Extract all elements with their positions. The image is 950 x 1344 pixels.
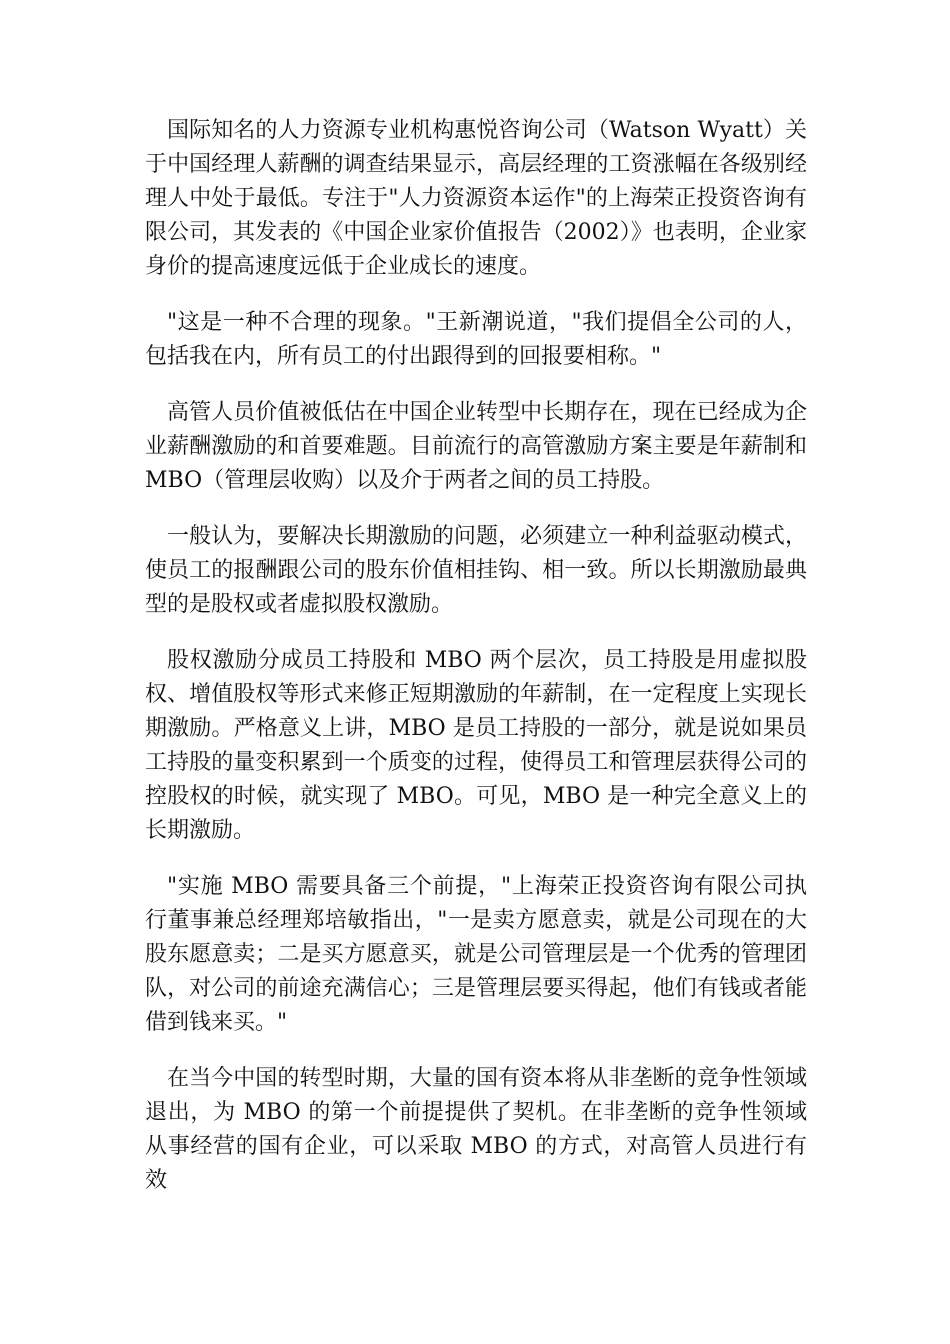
- paragraph-4: 一般认为，要解决长期激励的问题，必须建立一种利益驱动模式，使员工的报酬跟公司的股东价值相挂钩、相一致。所以长期激励最典型的是股权或者虚拟股权激励。: [145, 524, 807, 617]
- paragraph-7: 在当今中国的转型时期，大量的国有资本将从非垄断的竞争性领域退出，为 MBO 的第一个前提提供了契机。在非垄断的竞争性领域从事经营的国有企业，可以采取 MBO 的方式，对高管人员进行有效: [145, 1066, 807, 1193]
- paragraph-6: "实施 MBO 需要具备三个前提，"上海荣正投资咨询有限公司执行董事兼总经理郑培敏指出，"一是卖方愿意卖，就是公司现在的大股东愿意卖；二是买方愿意买，就是公司管理层是一个优秀的管理团队，对公司的前途充满信心；三是管理层要买得起，他们有钱或者能借到钱来买。": [145, 874, 807, 1035]
- paragraph-3: 高管人员价值被低估在中国企业转型中长期存在，现在已经成为企业薪酬激励的和首要难题。目前流行的高管激励方案主要是年薪制和 MBO（管理层收购）以及介于两者之间的员工持股。: [145, 400, 807, 493]
- paragraph-5: 股权激励分成员工持股和 MBO 两个层次，员工持股是用虚拟股权、增值股权等形式来修正短期激励的年薪制，在一定程度上实现长期激励。严格意义上讲，MBO 是员工持股的一部分，就是说如果员工持股的量变积累到一个质变的过程，使得员工和管理层获得公司的控股权的时候，就实现了 MBO。可见，MBO 是一种完全意义上的长期激励。: [145, 648, 807, 843]
- document-body: [145, 114, 807, 1220]
- paragraph-1: 国际知名的人力资源专业机构惠悦咨询公司（Watson Wyatt）关于中国经理人薪酬的调查结果显示，高层经理的工资涨幅在各级别经理人中处于最低。专注于"人力资源资本运作"的上海荣正投资咨询有限公司，其发表的《中国企业家价值报告（2002）》也表明，企业家身价的提高速度远低于企业成长的速度。: [145, 118, 807, 279]
- paragraph-2: "这是一种不合理的现象。"王新潮说道，"我们提倡全公司的人，包括我在内，所有员工的付出跟得到的回报要相称。": [145, 310, 807, 369]
